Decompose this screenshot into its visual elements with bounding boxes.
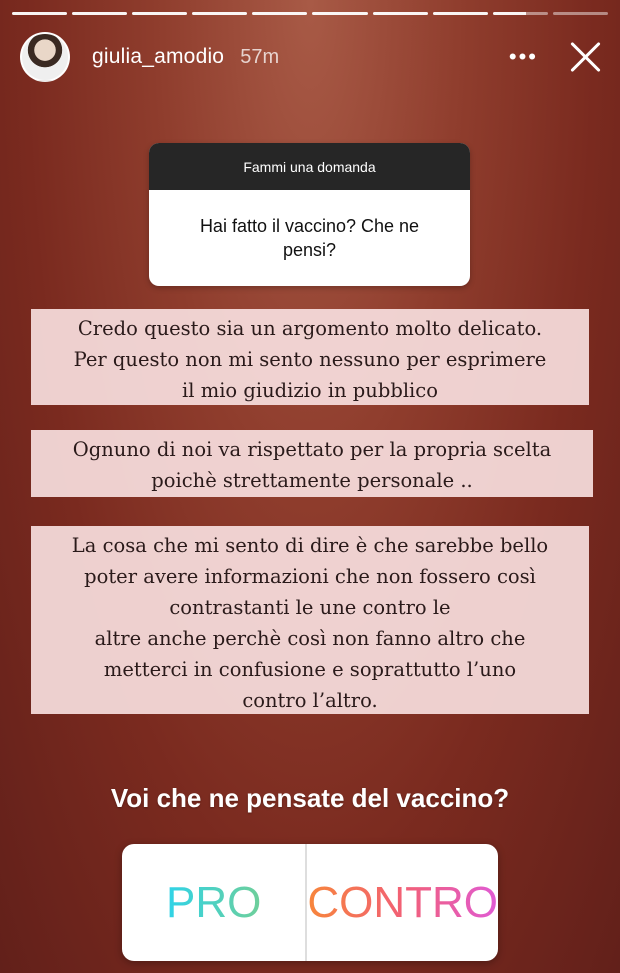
question-sticker (149, 143, 470, 286)
ellipsis-icon[interactable]: ••• (508, 44, 538, 69)
progress-segment-current (493, 12, 548, 15)
progress-segment (132, 12, 187, 15)
text-note (31, 430, 593, 497)
note-line: La cosa che mi sento di dire è che sarebbe bello (71, 534, 549, 557)
poll-option-label: PRO (165, 877, 262, 927)
note-line: poter avere informazioni che non fossero così (84, 565, 536, 588)
note-line: poichè strettamente personale .. (151, 469, 473, 492)
story-progress-bar (12, 12, 608, 15)
progress-segment (192, 12, 247, 15)
progress-segment (433, 12, 488, 15)
poll-question: Voi che ne pensate del vaccino? (110, 783, 510, 813)
progress-segment (373, 12, 428, 15)
text-note (31, 526, 589, 714)
close-icon[interactable] (568, 39, 604, 75)
poll-sticker (122, 844, 498, 961)
note-line: altre anche perchè così non fanno altro che (94, 627, 526, 650)
poll-option-pro[interactable] (122, 844, 305, 961)
question-sticker-text: Hai fatto il vaccino? Che ne pensi? (199, 216, 420, 260)
username[interactable]: giulia_amodio (92, 45, 225, 68)
note-line: Credo questo sia un argomento molto delicato. (77, 317, 543, 340)
progress-segment (72, 12, 127, 15)
note-line: Ognuno di noi va rispettato per la propria scelta (72, 438, 552, 461)
question-sticker-header: Fammi una domanda (149, 143, 470, 190)
post-time: 57m (240, 45, 280, 68)
story-header (20, 30, 604, 84)
note-line: Per questo non mi sento nessuno per esprimere (73, 348, 547, 371)
progress-segment (12, 12, 67, 15)
note-line: contrastanti le une contro le (169, 596, 451, 619)
note-line: contro l’altro. (242, 689, 378, 712)
poll-option-label: CONTRO (307, 877, 498, 927)
note-line: metterci in confusione e soprattutto l’uno (103, 658, 517, 681)
progress-segment (312, 12, 367, 15)
poll-option-contro[interactable] (305, 844, 498, 961)
progress-segment (252, 12, 307, 15)
avatar[interactable] (20, 32, 70, 82)
text-note (31, 309, 589, 405)
note-line: il mio giudizio in pubblico (182, 379, 438, 402)
progress-segment (553, 12, 608, 15)
